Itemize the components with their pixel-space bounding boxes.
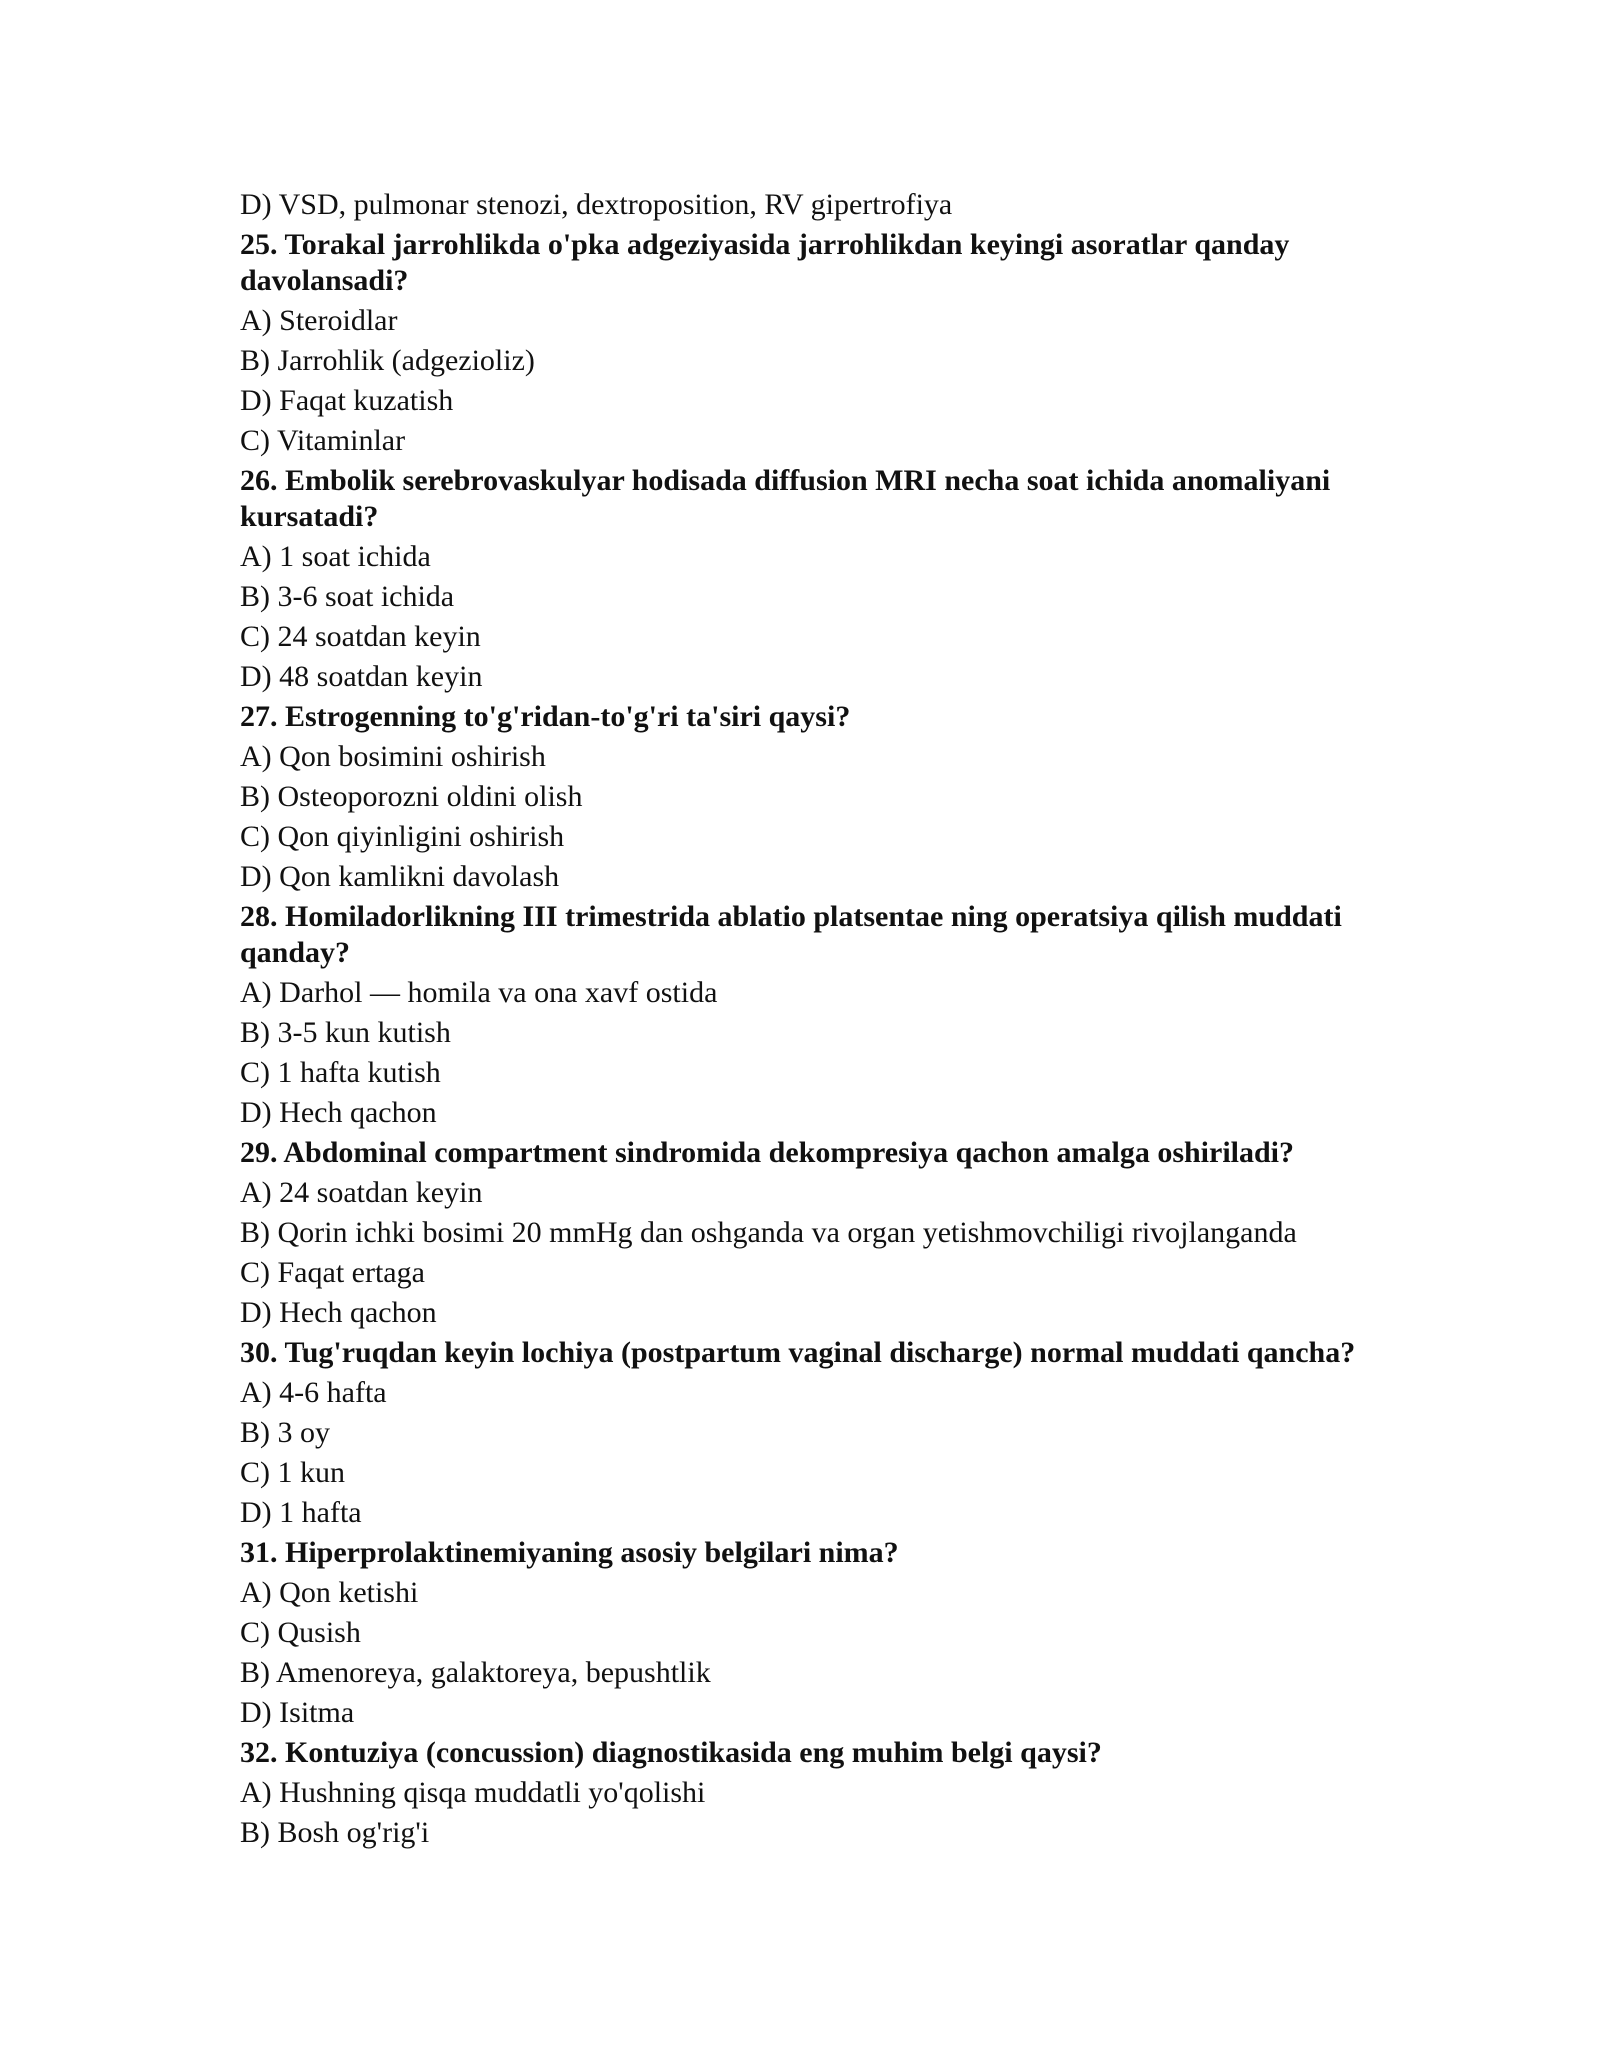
answer-option: C) 1 hafta kutish — [240, 1056, 441, 1089]
answer-option: A) 24 soatdan keyin — [240, 1176, 483, 1209]
answer-option: A) Qon bosimini oshirish — [240, 740, 546, 773]
question-block — [240, 463, 1420, 697]
question-block — [240, 899, 1420, 1133]
answer-option: D) Hech qachon — [240, 1096, 437, 1129]
answer-option: D) Hech qachon — [240, 1296, 437, 1329]
question-text: 29. Abdominal compartment sindromida dekompresiya qachon amalga oshiriladi? — [240, 1136, 1295, 1169]
answer-option: B) Qorin ichki bosimi 20 mmHg dan oshganda va organ yetishmovchiligi rivojlanganda — [240, 1216, 1297, 1249]
question-text: 30. Tug'ruqdan keyin lochiya (postpartum vaginal discharge) normal muddati qancha? — [240, 1336, 1356, 1369]
question-block — [240, 1735, 1420, 1853]
answer-option: C) Qusish — [240, 1616, 361, 1649]
question-block — [240, 227, 1420, 461]
document-content — [240, 185, 1420, 1853]
question-block — [240, 1135, 1420, 1333]
question-text: 27. Estrogenning to'g'ridan-to'g'ri ta'siri qaysi? — [240, 700, 851, 733]
answer-option: D) 48 soatdan keyin — [240, 660, 483, 693]
question-block — [240, 1335, 1420, 1533]
answer-option: B) 3 oy — [240, 1416, 330, 1449]
answer-option: A) 1 soat ichida — [240, 540, 431, 573]
answer-option: C) Qon qiyinligini oshirish — [240, 820, 565, 853]
answer-option: D) Isitma — [240, 1696, 355, 1729]
question-text: 31. Hiperprolaktinemiyaning asosiy belgilari nima? — [240, 1536, 899, 1569]
lead-option: D) VSD, pulmonar stenozi, dextroposition, RV gipertrofiya — [240, 188, 953, 221]
answer-option: A) Steroidlar — [240, 304, 398, 337]
answer-option: B) Jarrohlik (adgezioliz) — [240, 344, 535, 377]
answer-option: B) Osteoporozni oldini olish — [240, 780, 583, 813]
answer-option: C) Vitaminlar — [240, 424, 406, 457]
question-block — [240, 699, 1420, 897]
question-text: 26. Embolik serebrovaskulyar hodisada diffusion MRI necha soat ichida anomaliyani kursatadi? — [240, 464, 1331, 533]
answer-option: D) Qon kamlikni davolash — [240, 860, 560, 893]
answer-option: B) Bosh og'rig'i — [240, 1816, 430, 1849]
answer-option: C) Faqat ertaga — [240, 1256, 425, 1289]
answer-option: A) 4-6 hafta — [240, 1376, 387, 1409]
answer-option: D) 1 hafta — [240, 1496, 362, 1529]
question-text: 28. Homiladorlikning III trimestrida ablatio platsentae ning operatsiya qilish muddati qanday? — [240, 900, 1342, 969]
answer-option: B) Amenoreya, galaktoreya, bepushtlik — [240, 1656, 711, 1689]
question-text: 25. Torakal jarrohlikda o'pka adgeziyasida jarrohlikdan keyingi asoratlar qanday davolansadi? — [240, 228, 1290, 297]
answer-option: A) Darhol — homila va ona xavf ostida — [240, 976, 718, 1009]
question-text: 32. Kontuziya (concussion) diagnostikasida eng muhim belgi qaysi? — [240, 1736, 1102, 1769]
answer-option: B) 3-6 soat ichida — [240, 580, 455, 613]
answer-option: C) 24 soatdan keyin — [240, 620, 481, 653]
answer-option: B) 3-5 kun kutish — [240, 1016, 451, 1049]
question-block — [240, 1535, 1420, 1733]
answer-option: D) Faqat kuzatish — [240, 384, 454, 417]
answer-option: C) 1 kun — [240, 1456, 345, 1489]
answer-option: A) Qon ketishi — [240, 1576, 419, 1609]
answer-option: A) Hushning qisqa muddatli yo'qolishi — [240, 1776, 706, 1809]
